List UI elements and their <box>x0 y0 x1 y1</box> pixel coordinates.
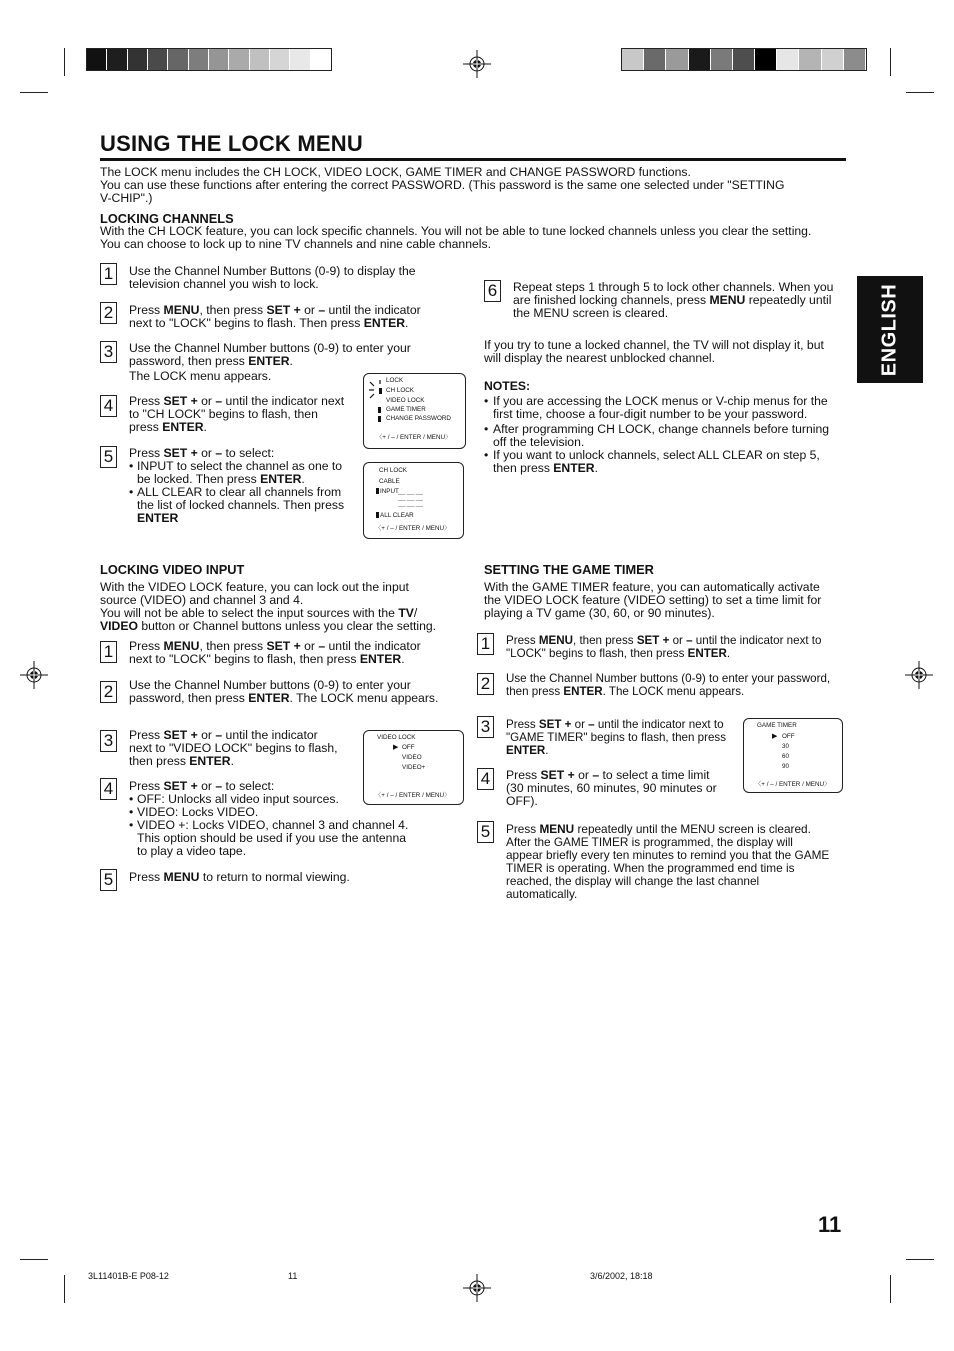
selector-arrow-icon: ▶ <box>772 733 778 740</box>
registration-mark-icon <box>463 50 491 78</box>
osd-item: 30 <box>782 743 790 750</box>
bullet-item: • INPUT to select the channel as one to be locked. Then press ENTER. <box>129 460 359 486</box>
game-timer-desc: With the GAME TIMER feature, you can automatically activate the VIDEO LOCK feature (VIDEO setting) to set a time limit for playing a TV game (30, 60, or 90 minutes). <box>484 580 822 620</box>
osd-item: VIDEO LOCK <box>386 397 425 404</box>
lc-step-1 <box>129 265 416 291</box>
footer-page: 11 <box>288 1271 298 1281</box>
registration-mark-icon <box>20 661 48 689</box>
osd-item: OFF <box>402 744 415 751</box>
osd-item: 90 <box>782 763 790 770</box>
footer-code: 3L11401B-E P08-12 <box>88 1271 169 1281</box>
locking-channels-heading: LOCKING CHANNELS <box>100 211 234 226</box>
title-rule <box>100 158 846 161</box>
osd-footer: 〈+ / – / ENTER / MENU〉 <box>375 525 451 532</box>
lc-step-5: Press SET + or – to select: • INPUT to select the channel as one to be locked. Then press ENTER. • ALL CLEAR to clear all channels from the list of locked channels. Then press ENTER <box>129 447 359 525</box>
lc-step-3: Use the Channel Number buttons (0-9) to enter your password, then press ENTER. The LOCK menu appears. <box>129 341 411 383</box>
step-number: 5 <box>100 446 117 468</box>
color-swatch <box>87 49 106 70</box>
bullet-item: • VIDEO +: Locks VIDEO, channel 3 and channel 4. This option should be used if you use the antenna to play a video tape. <box>129 819 439 858</box>
step-line: Use the Channel Number Buttons (0-9) to display the <box>129 264 416 278</box>
color-swatch <box>128 49 147 70</box>
step-number: 6 <box>484 280 501 302</box>
osd-video-lock-menu <box>363 730 464 805</box>
osd-title: CH LOCK <box>379 467 407 474</box>
lc-step-2: Press MENU, then press SET + or – until the indicator next to "LOCK" begins to flash. Then press ENTER. <box>129 303 421 330</box>
osd-game-timer-menu <box>743 718 843 793</box>
step-number: 1 <box>477 633 494 655</box>
osd-item: ALL CLEAR <box>380 512 414 519</box>
color-swatch <box>270 49 289 70</box>
osd-item: CHANGE PASSWORD <box>386 415 451 422</box>
desc-line: You can choose to lock up to nine TV channels and nine cable channels. <box>100 237 491 251</box>
color-swatch <box>711 49 732 70</box>
step-number: 1 <box>100 263 117 285</box>
osd-footer: 〈+ / – / ENTER / MENU〉 <box>376 434 452 441</box>
selector-arrow-icon: ▶ <box>393 744 399 751</box>
step-number: 5 <box>100 869 117 891</box>
intro-line: The LOCK menu includes the CH LOCK, VIDEO LOCK, GAME TIMER and CHANGE PASSWORD functions. <box>100 165 691 179</box>
step-number: 2 <box>100 681 117 703</box>
locking-video-heading: LOCKING VIDEO INPUT <box>100 562 245 577</box>
color-swatch <box>822 49 843 70</box>
flash-indicator-icon <box>368 380 386 400</box>
locking-channels-desc <box>100 225 850 251</box>
step-number: 2 <box>100 302 117 324</box>
note-item: • After programming CH LOCK, change channels before turning off the television. <box>484 423 854 449</box>
gt-step-2: Use the Channel Number buttons (0-9) to enter your password, then press ENTER. The LOCK menu appears. <box>506 672 831 698</box>
color-swatch <box>290 49 309 70</box>
color-swatch <box>666 49 687 70</box>
step-number: 3 <box>477 716 494 738</box>
gt-step-3: Press SET + or – until the indicator next to "GAME TIMER" begins to flash, then press ENTER. <box>506 718 727 757</box>
osd-lock-menu <box>363 373 466 449</box>
osd-ch-lock-menu <box>363 462 464 539</box>
osd-item: CH LOCK <box>386 387 414 394</box>
bullet-item: • OFF: Unlocks all video input sources. <box>129 793 439 806</box>
osd-dash-grid: ––– ––– ––– ––– ––– ––– ––– ––– ––– <box>398 492 424 509</box>
color-swatch <box>229 49 248 70</box>
intro-text <box>100 166 840 205</box>
color-swatch <box>644 49 665 70</box>
desc-line: With the CH LOCK feature, you can lock specific channels. You will not be able to tune locked channels unless you clear the setting. <box>100 224 812 238</box>
osd-footer: 〈+ / – / ENTER / MENU〉 <box>375 792 451 799</box>
color-swatch <box>622 49 643 70</box>
osd-item: INPUT <box>380 488 399 495</box>
step-number: 4 <box>100 395 117 417</box>
color-swatch <box>844 49 865 70</box>
color-swatch <box>168 49 187 70</box>
step-number: 5 <box>477 821 494 843</box>
notes-heading: NOTES: <box>484 379 531 393</box>
page-title: USING THE LOCK MENU <box>100 131 363 156</box>
color-swatch <box>311 49 330 70</box>
osd-title: LOCK <box>386 377 404 384</box>
color-swatch <box>209 49 228 70</box>
page-number: 11 <box>818 1212 842 1237</box>
color-bar-right <box>621 48 867 71</box>
lv-step-3: Press SET + or – until the indicator next to "VIDEO LOCK" begins to flash, then press ENTER. <box>129 728 338 768</box>
step-number: 1 <box>100 641 117 663</box>
osd-item: GAME TIMER <box>386 406 426 413</box>
osd-item: VIDEO <box>402 754 422 761</box>
color-swatch <box>148 49 167 70</box>
registration-mark-icon <box>905 661 933 689</box>
language-tab-label: ENGLISH <box>878 283 901 376</box>
osd-title: VIDEO LOCK <box>377 734 416 741</box>
color-swatch <box>777 49 798 70</box>
bullet-item: • ALL CLEAR to clear all channels from the list of locked channels. Then press ENTER <box>129 486 359 525</box>
color-bar-left <box>86 48 332 71</box>
note-item: • If you are accessing the LOCK menus or V-chip menus for the first time, choose a four-digit number to be your password. <box>484 395 854 421</box>
lv-step-5: Press MENU to return to normal viewing. <box>129 870 350 884</box>
footer-timestamp: 3/6/2002, 18:18 <box>590 1271 653 1281</box>
intro-line: V-CHIP".) <box>100 191 153 205</box>
color-swatch <box>689 49 710 70</box>
osd-item: VIDEO+ <box>402 764 426 771</box>
osd-item: 60 <box>782 753 790 760</box>
intro-line: You can use these functions after entering the correct PASSWORD. (This password is the same one selected under "SETTING <box>100 178 785 192</box>
osd-title: GAME TIMER <box>757 722 797 729</box>
step-number: 3 <box>100 730 117 752</box>
lv-step-2: Use the Channel Number buttons (0-9) to enter your password, then press ENTER. The LOCK menu appears. <box>129 678 439 705</box>
note-item: • If you want to unlock channels, select ALL CLEAR on step 5, then press ENTER. <box>484 449 854 475</box>
gt-step-4: Press SET + or – to select a time limit (30 minutes, 60 minutes, 90 minutes or OFF). <box>506 768 717 808</box>
language-tab <box>857 276 923 383</box>
gt-step-5: Press MENU repeatedly until the MENU screen is cleared. After the GAME TIMER is programmed, the display will appear briefly every ten minutes to remind you that the GAME TIMER is operating. When the programmed end time is reached, the display will change the last channel automatically. <box>506 822 830 901</box>
lv-step-1: Press MENU, then press SET + or – until the indicator next to "LOCK" begins to flash, then press ENTER. <box>129 639 421 666</box>
step-number: 3 <box>100 341 117 363</box>
osd-item: CABLE <box>379 478 400 485</box>
step-number: 2 <box>477 673 494 695</box>
notes-list <box>484 395 854 475</box>
bullet-item: • VIDEO: Locks VIDEO. <box>129 806 439 819</box>
color-swatch <box>250 49 269 70</box>
osd-item: OFF <box>782 733 795 740</box>
game-timer-heading: SETTING THE GAME TIMER <box>484 562 654 577</box>
locking-video-desc: With the VIDEO LOCK feature, you can lock out the input source (VIDEO) and channel 3 and 4. You will not be able to select the input sources with the TV/ VIDEO button or Channel buttons unless you clear the setting. <box>100 580 437 633</box>
color-swatch <box>107 49 126 70</box>
color-swatch <box>189 49 208 70</box>
lc-step-4: Press SET + or – until the indicator next to "CH LOCK" begins to flash, then press ENTER. <box>129 394 345 434</box>
color-swatch <box>733 49 754 70</box>
step-line: television channel you wish to lock. <box>129 277 319 291</box>
color-swatch <box>755 49 776 70</box>
gt-step-1: Press MENU, then press SET + or – until the indicator next to "LOCK" begins to flash, then press ENTER. <box>506 634 822 660</box>
lv-step-4: Press SET + or – to select: • OFF: Unlocks all video input sources. • VIDEO: Locks VIDEO. • VIDEO +: Locks VIDEO, channel 3 and channel 4. This option should be used if you use the antenna to play a video tape. <box>129 780 439 858</box>
lc-step-6: Repeat steps 1 through 5 to lock other channels. When you are finished locking channels, press MENU repeatedly until the MENU screen is cleared. <box>513 280 834 320</box>
step-number: 4 <box>477 768 494 790</box>
osd-footer: 〈+ / – / ENTER / MENU〉 <box>755 781 831 788</box>
registration-mark-icon <box>463 1274 491 1302</box>
step-number: 4 <box>100 778 117 800</box>
color-swatch <box>799 49 820 70</box>
locked-channel-note: If you try to tune a locked channel, the TV will not display it, but will display the nearest unblocked channel. <box>484 338 824 365</box>
